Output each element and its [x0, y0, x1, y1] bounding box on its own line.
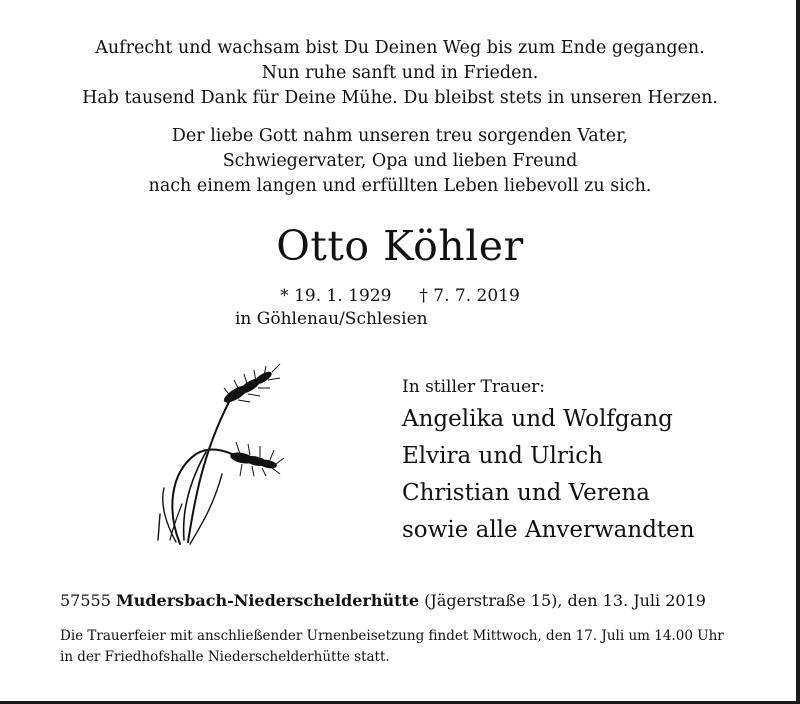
- mourning-heading: In stiller Trauer:: [402, 377, 545, 397]
- intro-line: nach einem langen und erfüllten Leben liebevoll zu sich.: [148, 176, 652, 196]
- intro-line: Der liebe Gott nahm unseren treu sorgenden Vater,: [171, 126, 629, 146]
- intro-text: [0, 124, 800, 199]
- poem: [0, 36, 800, 111]
- note-line: Die Trauerfeier mit anschließender Urnenbeisetzung findet Mittwoch, den 17. Juli um 14.00 Uhr: [60, 628, 724, 644]
- poem-line: Hab tausend Dank für Deine Mühe. Du bleibst stets in unseren Herzen.: [82, 88, 718, 108]
- death-date: † 7. 7. 2019: [419, 286, 520, 306]
- mourner-name: Angelika und Wolfgang: [402, 406, 673, 432]
- street-and-date: (Jägerstraße 15), den 13. Juli 2019: [424, 591, 706, 610]
- mourner-list: [402, 401, 695, 549]
- mourner-name: sowie alle Anverwandten: [402, 517, 695, 543]
- mourner-name: Christian und Verena: [402, 480, 650, 506]
- town-name: Mudersbach-Niederschelderhütte: [116, 591, 420, 610]
- note-line: in der Friedhofshalle Niederschelderhütte statt.: [60, 649, 390, 665]
- intro-line: Schwiegervater, Opa und lieben Freund: [222, 151, 578, 171]
- birth-date: * 19. 1. 1929: [280, 286, 392, 306]
- wheat-icon: [154, 364, 284, 548]
- postal-code: 57555: [60, 591, 111, 610]
- poem-line: Aufrecht und wachsam bist Du Deinen Weg bis zum Ende gegangen.: [95, 38, 705, 58]
- address-line: [60, 589, 706, 613]
- mourner-name: Elvira und Ulrich: [402, 443, 603, 469]
- life-dates: [0, 284, 800, 308]
- deceased-name: Otto Köhler: [276, 222, 524, 270]
- birthplace: in Göhlenau/Schlesien: [235, 309, 428, 329]
- poem-line: Nun ruhe sanft und in Frieden.: [261, 63, 539, 83]
- funeral-note: [60, 626, 760, 668]
